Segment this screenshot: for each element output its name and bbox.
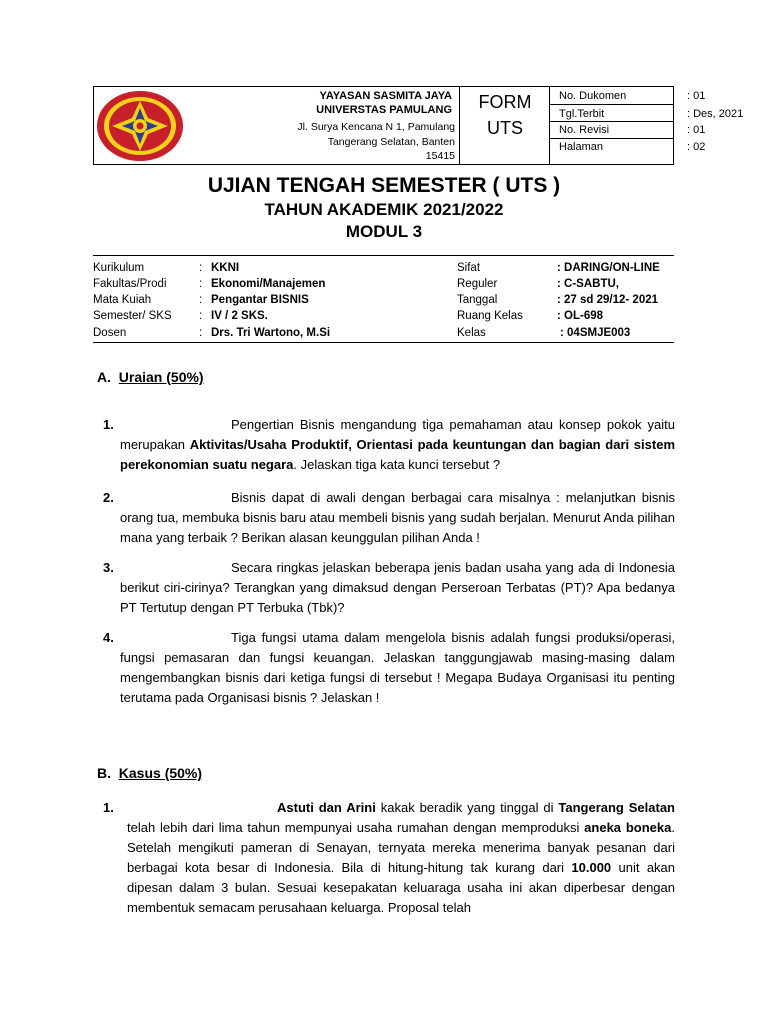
question-2-text: Bisnis dapat di awali dengan berbagai cara misalnya : melanjutkan bisnis orang tua, membuka bisnis baru atau membeli bisnis yang sudah berjalan. Menurut Anda pilihan mana yang terbaik ? Berikan alasan keunggulan pilihan Anda !	[120, 490, 675, 545]
question-4-text: Tiga fungsi utama dalam mengelola bisnis adalah fungsi produksi/operasi, fungsi pemasaran dan fungsi keuangan. Jelaskan tanggungjawab masing-masing dalam mengembangkan bisnis dari ketiga fungsi di tersebut ! Megapa Budaya Organisasi itu penting terutama pada Organisasi bisnis ? Jelaskan !	[120, 630, 675, 705]
info-top-rule	[93, 255, 674, 256]
institution-address-2: Tangerang Selatan, Banten	[327, 136, 455, 148]
institution-address-3: 15415	[425, 150, 455, 162]
section-b-heading: B. Kasus (50%)	[97, 765, 203, 781]
question-3-text: Secara ringkas jelaskan beberapa jenis badan usaha yang ada di Indonesia berikut ciri-cirinya? Terangkan yang dimaksud dengan Perseroan Terbatas (PT)? Apa bedanya PT Tertutup dengan PT Terbuka (Tbk)?	[120, 560, 675, 615]
form-label-2: UTS	[487, 118, 523, 138]
info-value-reguler: : C-SABTU,	[557, 278, 619, 290]
info-value-semester: IV / 2 SKS.	[211, 310, 268, 322]
info-label-fakultas: Fakultas/Prodi	[93, 278, 167, 290]
case-1-text: Astuti dan Arini kakak beradik yang tinggal di Tangerang Selatan telah lebih dari lima tahun mempunyai usaha rumahan dengan memproduksi aneka boneka. Setelah mengikuti pameran di Senayan, ternyata mereka menerima banyak pesanan dari berbagai kota besar di Indonesia. Bila di hitung-hitung tak kurang dari 10.000 unit akan dipesan dalam 3 bulan. Sesuai kesepakatan keluaraga usaha ini akan diperbesar dengan membentuk semacam perusahaan keluarga. Proposal telah	[127, 800, 676, 915]
institution-name-1: YAYASAN SASMITA JAYA	[319, 90, 452, 102]
university-logo-icon	[96, 90, 184, 162]
info-label-kelas: Kelas	[457, 327, 486, 339]
question-4-number: 4.	[103, 630, 114, 645]
institution-address-1: Jl. Surya Kencana N 1, Pamulang	[297, 121, 455, 133]
header-box	[93, 86, 744, 165]
doc-label-1: No. Dukomen	[559, 90, 627, 102]
info-value-fakultas: Ekonomi/Manajemen	[211, 278, 326, 290]
form-label-1: FORM	[478, 92, 532, 112]
exam-title: UJIAN TENGAH SEMESTER ( UTS )	[207, 174, 561, 197]
doc-label-3: No. Revisi	[559, 124, 610, 136]
exam-document: YAYASAN SASMITA JAYA UNIVERSTAS PAMULANG Jl. Surya Kencana N 1, Pamulang Tangerang Selatan, Banten 15415 FORM UTS No. Dukomen : 01 Tgl.Terbit : Des, 2021 No. Revisi : 01 Halaman : 02 UJIAN TENGAH SEMESTER ( UTS ) TAHUN AKADEMIK 2021/2022 MODUL 3 Kurikulum : KKNI Fakultas/Prodi : Ekonomi/Manajemen Mata Kuiah : Pengantar BISNIS Semester/ SKS : IV / 2 SKS. Dosen : Drs. Tri Wartono, M.Si Sifat : DARING/ON-LINE Reguler : C-SABTU, Tanggal : 27 sd 29/12- 2021 Ruang Kelas : OL-698 Kelas : 04SMJE003 A. Uraian (50%) 1. Pengertian Bisnis mengandung tiga pemahaman atau konsep pokok yaitu merupakan Aktivitas/Usaha Produktif, Orientasi pada keuntungan dan bagian dari sistem perekonomian suatu negara. Jelaskan tiga kata kunci tersebut ? 2. Bisnis dapat di awali dengan berbagai cara misalnya : melanjutkan bisnis orang tua, membuka bisnis baru atau membeli bisnis yang sudah berjalan. Menurut Anda pilihan mana yang terbaik ? Berikan alasan keunggulan pilihan Anda ! 3. Secara ringkas jelaskan beberapa jenis badan usaha yang ada di Indonesia berikut ciri-cirinya? Terangkan yang dimaksud dengan Perseroan Terbatas (PT)? Apa bedanya PT Tertutup dengan PT Terbuka (Tbk)? 4. Tiga fungsi utama dalam mengelola bisnis adalah fungsi produksi/operasi, fungsi pemasaran dan fungsi keuangan. Jelaskan tanggungjawab masing-masing dalam mengembangkan bisnis dari ketiga fungsi di tersebut ! Megapa Budaya Organisasi itu penting terutama pada Organisasi bisnis ? Jelaskan ! B. Kasus (50%) 1. Astuti dan Arini kakak beradik yang tinggal di Tangerang Selatan telah lebih dari lima tahun mempunyai usaha rumahan dengan memproduksi aneka boneka. Setelah mengikuti pameran di Senayan, ternyata mereka menerima banyak pesanan dari berbagai kota besar di Indonesia. Bila di hitung-hitung tak kurang dari 10.000 unit akan dipesan dalam 3 bulan. Sesuai kesepakatan keluaraga usaha ini akan diperbesar dengan membentuk semacam perusahaan keluarga. Proposal telah	[0, 0, 768, 1024]
question-1-number: 1.	[103, 417, 114, 432]
section-b-title: Kasus (50%)	[118, 765, 203, 781]
doc-value-4: : 02	[687, 141, 706, 153]
info-value-dosen: Drs. Tri Wartono, M.Si	[211, 327, 331, 339]
doc-value-2: : Des, 2021	[687, 108, 744, 120]
question-1-text: Pengertian Bisnis mengandung tiga pemahaman atau konsep pokok yaitu merupakan Aktivitas/Usaha Produktif, Orientasi pada keuntungan dan bagian dari sistem perekonomian suatu negara. Jelaskan tiga kata kunci tersebut ?	[120, 417, 675, 472]
info-value-ruang: : OL-698	[557, 310, 604, 322]
case-1-number: 1.	[103, 800, 114, 815]
info-label-kurikulum: Kurikulum	[93, 262, 145, 274]
info-label-semester: Semester/ SKS	[93, 310, 172, 322]
academic-year: TAHUN AKADEMIK 2021/2022	[264, 200, 504, 219]
info-label-sifat: Sifat	[457, 262, 481, 274]
section-a-title: Uraian (50%)	[118, 369, 204, 385]
institution-name-2: UNIVERSTAS PAMULANG	[316, 104, 452, 116]
section-a-heading: A. Uraian (50%)	[97, 369, 204, 385]
info-label-dosen: Dosen	[93, 327, 127, 339]
info-label-ruang: Ruang Kelas	[457, 310, 523, 322]
info-bottom-rule	[93, 342, 674, 343]
info-label-matakuliah: Mata Kuiah	[93, 294, 152, 306]
info-value-tanggal: : 27 sd 29/12- 2021	[557, 294, 659, 306]
doc-value-1: : 01	[687, 90, 706, 102]
info-value-kelas: : 04SMJE003	[560, 327, 631, 339]
institution-cell	[187, 87, 460, 164]
info-label-reguler: Reguler	[457, 278, 498, 290]
doc-value-3: : 01	[687, 124, 706, 136]
doc-label-2: Tgl.Terbit	[559, 108, 605, 120]
info-label-tanggal: Tanggal	[457, 294, 498, 306]
info-value-matakuliah: Pengantar BISNIS	[211, 294, 309, 306]
info-value-kurikulum: KKNI	[211, 262, 240, 274]
doc-label-4: Halaman	[559, 141, 604, 153]
question-3-number: 3.	[103, 560, 114, 575]
info-value-sifat: : DARING/ON-LINE	[557, 262, 660, 274]
logo-cell	[94, 87, 187, 164]
question-2-number: 2.	[103, 490, 114, 505]
module-title: MODUL 3	[345, 222, 423, 241]
form-cell	[460, 87, 550, 164]
